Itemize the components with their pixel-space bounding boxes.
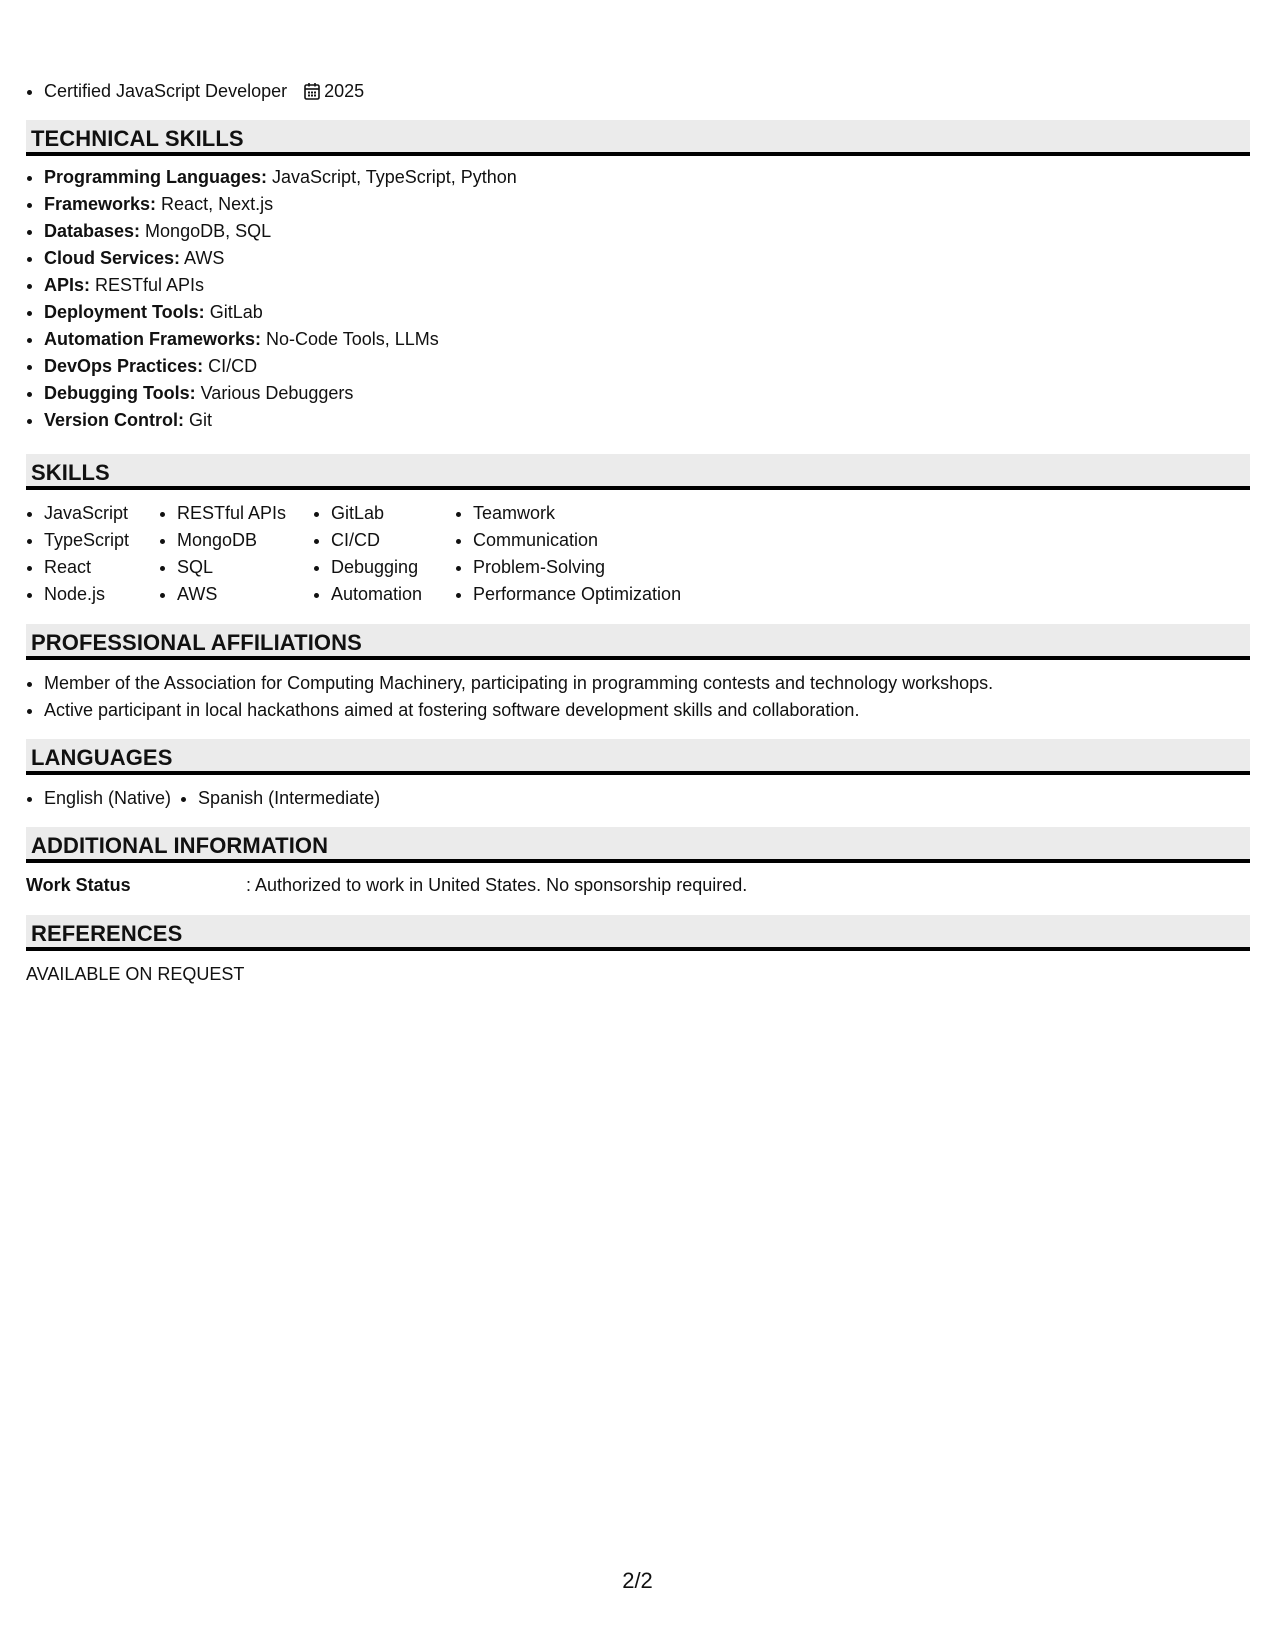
- section-title: SKILLS: [31, 460, 110, 485]
- skills-column: [313, 500, 455, 608]
- affiliations-list: [26, 670, 993, 724]
- skill-label: DevOps Practices:: [44, 356, 204, 376]
- list-item: • GitLab: [331, 500, 455, 527]
- section-title: ADDITIONAL INFORMATION: [31, 833, 329, 858]
- list-item: • MongoDB: [177, 527, 313, 554]
- list-item: • Spanish (Intermediate): [198, 785, 380, 812]
- section-header-additional-information: [26, 827, 1250, 863]
- list-item: [44, 245, 517, 272]
- section-header-references: [26, 915, 1250, 951]
- list-item: [44, 299, 517, 326]
- list-item: [44, 407, 517, 434]
- skills-grid: [26, 500, 773, 608]
- section-header-technical-skills: [26, 120, 1250, 156]
- section-header-languages: [26, 739, 1250, 775]
- work-status-value: : Authorized to work in United States. No sponsorship required.: [246, 875, 748, 895]
- list-item: [44, 380, 517, 407]
- skill-value: React, Next.js: [156, 194, 274, 214]
- list-item: • Communication: [473, 527, 773, 554]
- certification-list: [26, 78, 364, 105]
- certification-year: 2025: [324, 81, 365, 101]
- technical-skills-list: [26, 164, 517, 434]
- skill-label: Version Control:: [44, 410, 185, 430]
- skill-value: Various Debuggers: [195, 383, 354, 403]
- list-item: • Active participant in local hackathons aimed at fostering software development skills and collaboration.: [44, 697, 993, 724]
- list-item: • Debugging: [331, 554, 455, 581]
- skill-value: CI/CD: [203, 356, 258, 376]
- references-text: AVAILABLE ON REQUEST: [26, 964, 245, 984]
- list-item: [44, 326, 517, 353]
- list-item: • Node.js: [44, 581, 159, 608]
- section-title: PROFESSIONAL AFFILIATIONS: [31, 630, 362, 655]
- skills-column: [159, 500, 313, 608]
- skill-value: No-Code Tools, LLMs: [261, 329, 439, 349]
- list-item: [44, 191, 517, 218]
- skills-column: [26, 500, 159, 608]
- skill-label: Deployment Tools:: [44, 302, 205, 322]
- list-item: [44, 353, 517, 380]
- list-item: • React: [44, 554, 159, 581]
- section-header-affiliations: [26, 624, 1250, 660]
- skills-column: [455, 500, 773, 608]
- work-status-label: Work Status: [26, 875, 131, 895]
- skill-value: RESTful APIs: [90, 275, 205, 295]
- languages-list: [26, 785, 407, 812]
- skill-value: JavaScript, TypeScript, Python: [267, 167, 517, 187]
- skill-value: AWS: [180, 248, 225, 268]
- section-title: LANGUAGES: [31, 745, 173, 770]
- work-status-row: [26, 872, 747, 899]
- list-item: • Automation: [331, 581, 455, 608]
- skill-label: Frameworks:: [44, 194, 157, 214]
- skill-label: Automation Frameworks:: [44, 329, 262, 349]
- skill-label: Cloud Services:: [44, 248, 181, 268]
- skill-label: Programming Languages:: [44, 167, 268, 187]
- calendar-icon: [304, 82, 320, 100]
- section-title: TECHNICAL SKILLS: [31, 126, 244, 151]
- page-number: 2/2: [622, 1568, 653, 1593]
- section-title: REFERENCES: [31, 921, 183, 946]
- list-item: • Member of the Association for Computing Machinery, participating in programming contests and technology workshops.: [44, 670, 993, 697]
- list-item: • TypeScript: [44, 527, 159, 554]
- list-item: • Teamwork: [473, 500, 773, 527]
- skill-label: APIs:: [44, 275, 91, 295]
- list-item: [44, 164, 517, 191]
- list-item: • English (Native): [44, 785, 171, 812]
- list-item: • CI/CD: [331, 527, 455, 554]
- skill-label: Debugging Tools:: [44, 383, 196, 403]
- skill-value: GitLab: [204, 302, 263, 322]
- certification-name: Certified JavaScript Developer: [44, 81, 288, 101]
- list-item: • AWS: [177, 581, 313, 608]
- skill-label: Databases:: [44, 221, 141, 241]
- skill-value: MongoDB, SQL: [140, 221, 272, 241]
- section-header-skills: [26, 454, 1250, 490]
- list-item: • RESTful APIs: [177, 500, 313, 527]
- list-item: [44, 218, 517, 245]
- list-item: • Problem-Solving: [473, 554, 773, 581]
- list-item: • SQL: [177, 554, 313, 581]
- list-item: • JavaScript: [44, 500, 159, 527]
- certification-item: [44, 78, 364, 105]
- list-item: [44, 272, 517, 299]
- list-item: • Performance Optimization: [473, 581, 773, 608]
- skill-value: Git: [184, 410, 213, 430]
